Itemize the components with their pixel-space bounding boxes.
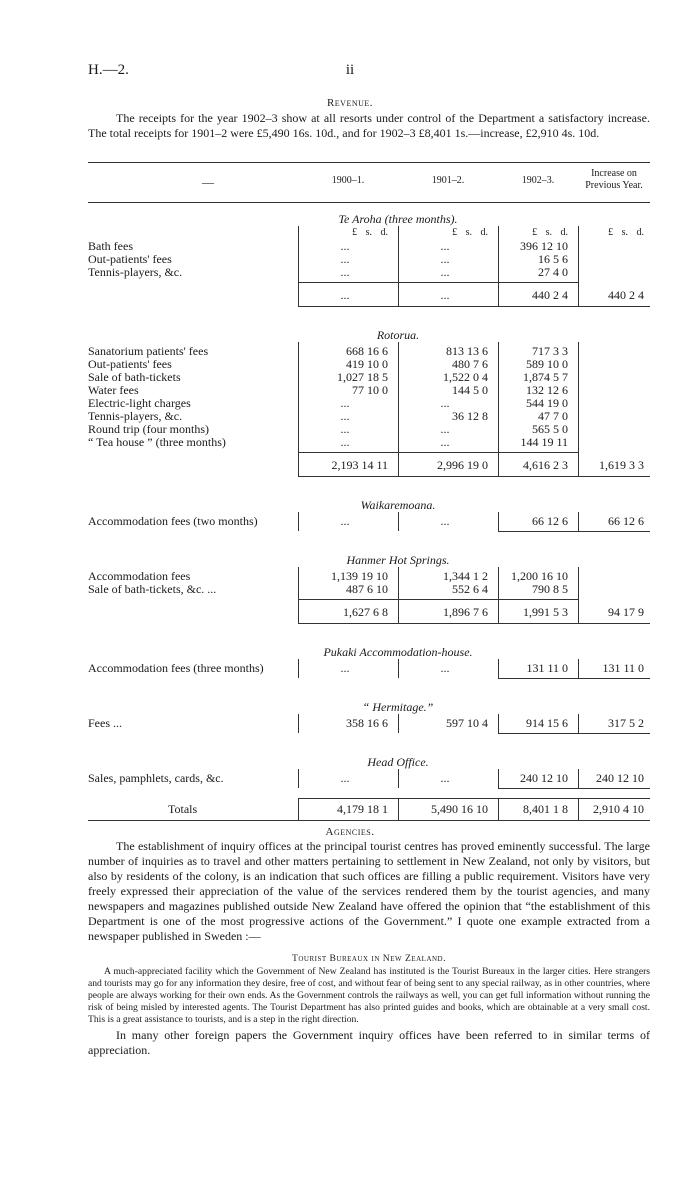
subtotal-rule [498,788,650,789]
cell-1902: 132 12 6 [526,383,568,397]
row-label: Sanatorium patients' fees [88,344,209,358]
cell-1901: ... [440,265,450,279]
subtotal-increase: 1,619 3 3 [599,458,644,472]
group-title: Waikaremoana. [360,498,436,512]
row-label: Round trip (four months) [88,422,209,436]
cell-1900: ... [340,265,350,279]
cell-1901: ... [440,514,450,528]
cell-1900: 668 16 6 [346,344,388,358]
cell-1901: 597 10 4 [446,716,488,730]
column-rule [398,769,399,788]
unit-header: £ s. d. [452,227,488,238]
row-label: Sale of bath-tickets [88,370,181,384]
cell-1902: 1,874 5 7 [523,370,568,384]
page-number: ii [345,62,355,78]
cell-1902: 27 4 0 [538,265,568,279]
column-rule [578,342,579,476]
column-rule [398,567,399,623]
cell-1901: ... [440,422,450,436]
cell-1900: 358 16 6 [346,716,388,730]
column-rule [498,567,499,623]
column-rule [398,342,399,476]
column-rule [578,798,579,820]
column-rule [398,659,399,678]
cell-1900: ... [340,252,350,266]
page-reference: H.—2. [88,62,129,78]
subtotal-rule [298,306,650,307]
cell-1902: 589 10 0 [526,357,568,371]
row-label: Sale of bath-tickets, &c. ... [88,582,217,596]
subtotal-1902: 4,616 2 3 [523,458,568,472]
revenue-intro [88,111,650,141]
subtotal-rule [498,733,650,734]
closing-paragraph-text: In many other foreign papers the Government inquiry offices have been referred to in similar terms of appreciation. [88,1028,650,1057]
cell-1900: ... [340,435,350,449]
group-title: “ Hermitage.” [362,700,434,714]
subtotal-1901: 1,896 7 6 [443,605,488,619]
cell-1900: ... [340,661,350,675]
cell-1902: 396 12 10 [520,239,568,253]
newspaper-quote [88,953,650,1026]
subtotal-increase: 94 17 9 [608,605,644,619]
cell-1900: ... [340,396,350,410]
subtotal-rule [298,452,578,453]
subtotal-1902: 1,991 5 3 [523,605,568,619]
quote-title: Tourist Bureaux in New Zealand. [291,953,447,964]
row-label: Out-patients' fees [88,357,172,371]
column-rule [498,769,499,788]
column-rule [298,659,299,678]
column-rule [498,342,499,476]
revenue-title: Revenue. [326,97,374,109]
cell-1902: 544 19 0 [526,396,568,410]
column-rule [498,798,499,820]
subtotal-rule [298,476,650,477]
col-head-1901: 1901–2. [431,175,465,186]
row-label: Accommodation fees (two months) [88,514,258,528]
subtotal-1901: ... [440,288,450,302]
unit-header: £ s. d. [532,227,568,238]
cell-1902: 1,200 16 10 [511,569,568,583]
table-header-rule [88,202,650,203]
cell-1902: 717 3 3 [532,344,568,358]
cell-1900: ... [340,771,350,785]
cell-1900: 1,027 18 5 [337,370,388,384]
subtotal-1900: ... [340,288,350,302]
cell-1902: 16 5 6 [538,252,568,266]
subtotal-1902: 440 2 4 [532,288,568,302]
cell-1901: ... [440,239,450,253]
cell-increase: 131 11 0 [602,661,644,675]
row-label: Tennis-players, &c. [88,409,183,423]
unit-header: £ s. d. [352,227,388,238]
total-1902: 8,401 1 8 [523,802,568,816]
revenue-intro-text: The receipts for the year 1902–3 show at all resorts under control of the Department a satisfactory increase. The total receipts for 1901–2 were £5,490 16s. 10d., and for 1902–3 £8,401 1s.—increase, £2,910 4s. 10d. [88,111,650,140]
column-rule [398,226,399,306]
subtotal-1901: 2,996 19 0 [437,458,488,472]
total-rule [298,798,650,799]
row-label: Fees ... [88,716,122,730]
cell-1901: 1,522 0 4 [443,370,488,384]
cell-1902: 47 7 0 [538,409,568,423]
column-rule [578,769,579,788]
col-head-increase: Increase on Previous Year. [585,168,643,191]
cell-1901: ... [440,252,450,266]
group-title: Pukaki Accommodation-house. [323,645,473,659]
cell-1902: 240 12 10 [520,771,568,785]
cell-1900: 77 10 0 [352,383,388,397]
cell-1902: 914 15 6 [526,716,568,730]
subtotal-increase: 440 2 4 [608,288,644,302]
cell-1901: ... [440,771,450,785]
cell-1900: 419 10 0 [346,357,388,371]
col-head-1902: 1902–3. [521,175,555,186]
row-label: Electric-light charges [88,396,191,410]
column-rule [498,226,499,306]
subtotal-rule [298,282,578,283]
column-rule [298,714,299,733]
column-rule [298,512,299,531]
cell-1901: ... [440,396,450,410]
column-rule [398,798,399,820]
group-title: Rotorua. [376,328,420,342]
column-rule [398,512,399,531]
subtotal-rule [498,678,650,679]
column-rule [578,714,579,733]
agencies-paragraph-text: The establishment of inquiry offices at the principal tourist centres has proved eminently successful. The large number of inquiries as to travel and other matters pertaining to settlement in New Zealand, not only by visitors, but also by residents of the colony, is an indication that such offices are filling a public requirement. Visitors have very freely expressed their appreciation of the value of the services rendered them by the tourist agencies, and many newspapers and magazines published outside New Zealand have offered the opinion that “the establishment of this Department is one of the most progressive actions of the Government.” I quote one example extracted from a newspaper published in Sweden :— [88,839,650,943]
cell-1900: ... [340,409,350,423]
column-rule [298,342,299,476]
agencies-paragraph [88,839,650,944]
column-rule [498,659,499,678]
row-label: Accommodation fees [88,569,191,583]
column-rule [298,226,299,306]
cell-1902: 565 5 0 [532,422,568,436]
table-top-rule [88,162,650,163]
cell-1901: 144 5 0 [452,383,488,397]
column-rule [498,512,499,531]
cell-1900: ... [340,514,350,528]
column-rule [298,798,299,820]
cell-1901: ... [440,435,450,449]
row-label: “ Tea house ” (three months) [88,435,226,449]
cell-1901: ... [440,661,450,675]
row-label: Out-patients' fees [88,252,172,266]
cell-1900: ... [340,422,350,436]
cell-1901: 552 6 4 [452,582,488,596]
agencies-title: Agencies. [325,826,375,838]
subtotal-rule [498,531,650,532]
col-head-label: — [202,175,214,189]
cell-1902: 131 11 0 [526,661,568,675]
cell-1902: 144 19 11 [520,435,568,449]
column-rule [578,659,579,678]
cell-1901: 36 12 8 [452,409,488,423]
column-rule [298,769,299,788]
cell-1900: ... [340,239,350,253]
column-rule [578,567,579,623]
row-label: Water fees [88,383,139,397]
row-label: Tennis-players, &c. [88,265,183,279]
total-1900: 4,179 18 1 [337,802,388,816]
total-1901: 5,490 16 10 [431,802,488,816]
group-title: Head Office. [367,755,429,769]
table-bottom-rule [88,820,650,821]
cell-1900: 1,139 19 10 [331,569,388,583]
cell-1901: 813 13 6 [446,344,488,358]
column-rule [578,226,579,306]
cell-1902: 790 8 5 [532,582,568,596]
row-label: Sales, pamphlets, cards, &c. [88,771,224,785]
column-rule [298,567,299,623]
closing-paragraph [88,1028,650,1058]
row-label: Bath fees [88,239,133,253]
quote-text: A much-appreciated facility which the Government of New Zealand has instituted is the Tourist Bureaux in the larger cities. Here strangers and tourists may go for any information they desire, free of cost, and without fear of being sent to any special railway, as in other countries, where people are always working for their own ends. As the Government controls the railways as well, you can get full information without running the risk of being misled by interested agents. The Tourist Department has also printed guides and books, which are obtainable at a very small cost. This is a great assistance to tourists, and is a step in the right direction. [88,966,650,1025]
column-rule [578,512,579,531]
cell-1901: 480 7 6 [452,357,488,371]
cell-1900: 487 6 10 [346,582,388,596]
unit-header: £ s. d. [608,227,644,238]
subtotal-rule [298,623,650,624]
cell-increase: 66 12 6 [608,514,644,528]
cell-increase: 240 12 10 [596,771,644,785]
totals-label: Totals [168,802,198,816]
column-rule [398,714,399,733]
row-label: Accommodation fees (three months) [88,661,264,675]
column-rule [498,714,499,733]
subtotal-1900: 1,627 6 8 [343,605,388,619]
col-head-1900: 1900–1. [331,175,365,186]
revenue-table [88,162,650,816]
total-increase: 2,910 4 10 [593,802,644,816]
cell-increase: 317 5 2 [608,716,644,730]
subtotal-1900: 2,193 14 11 [331,458,388,472]
cell-1902: 66 12 6 [532,514,568,528]
group-title: Hanmer Hot Springs. [346,553,450,567]
subtotal-rule [298,599,578,600]
cell-1901: 1,344 1 2 [443,569,488,583]
group-title: Te Aroha (three months). [338,212,458,226]
